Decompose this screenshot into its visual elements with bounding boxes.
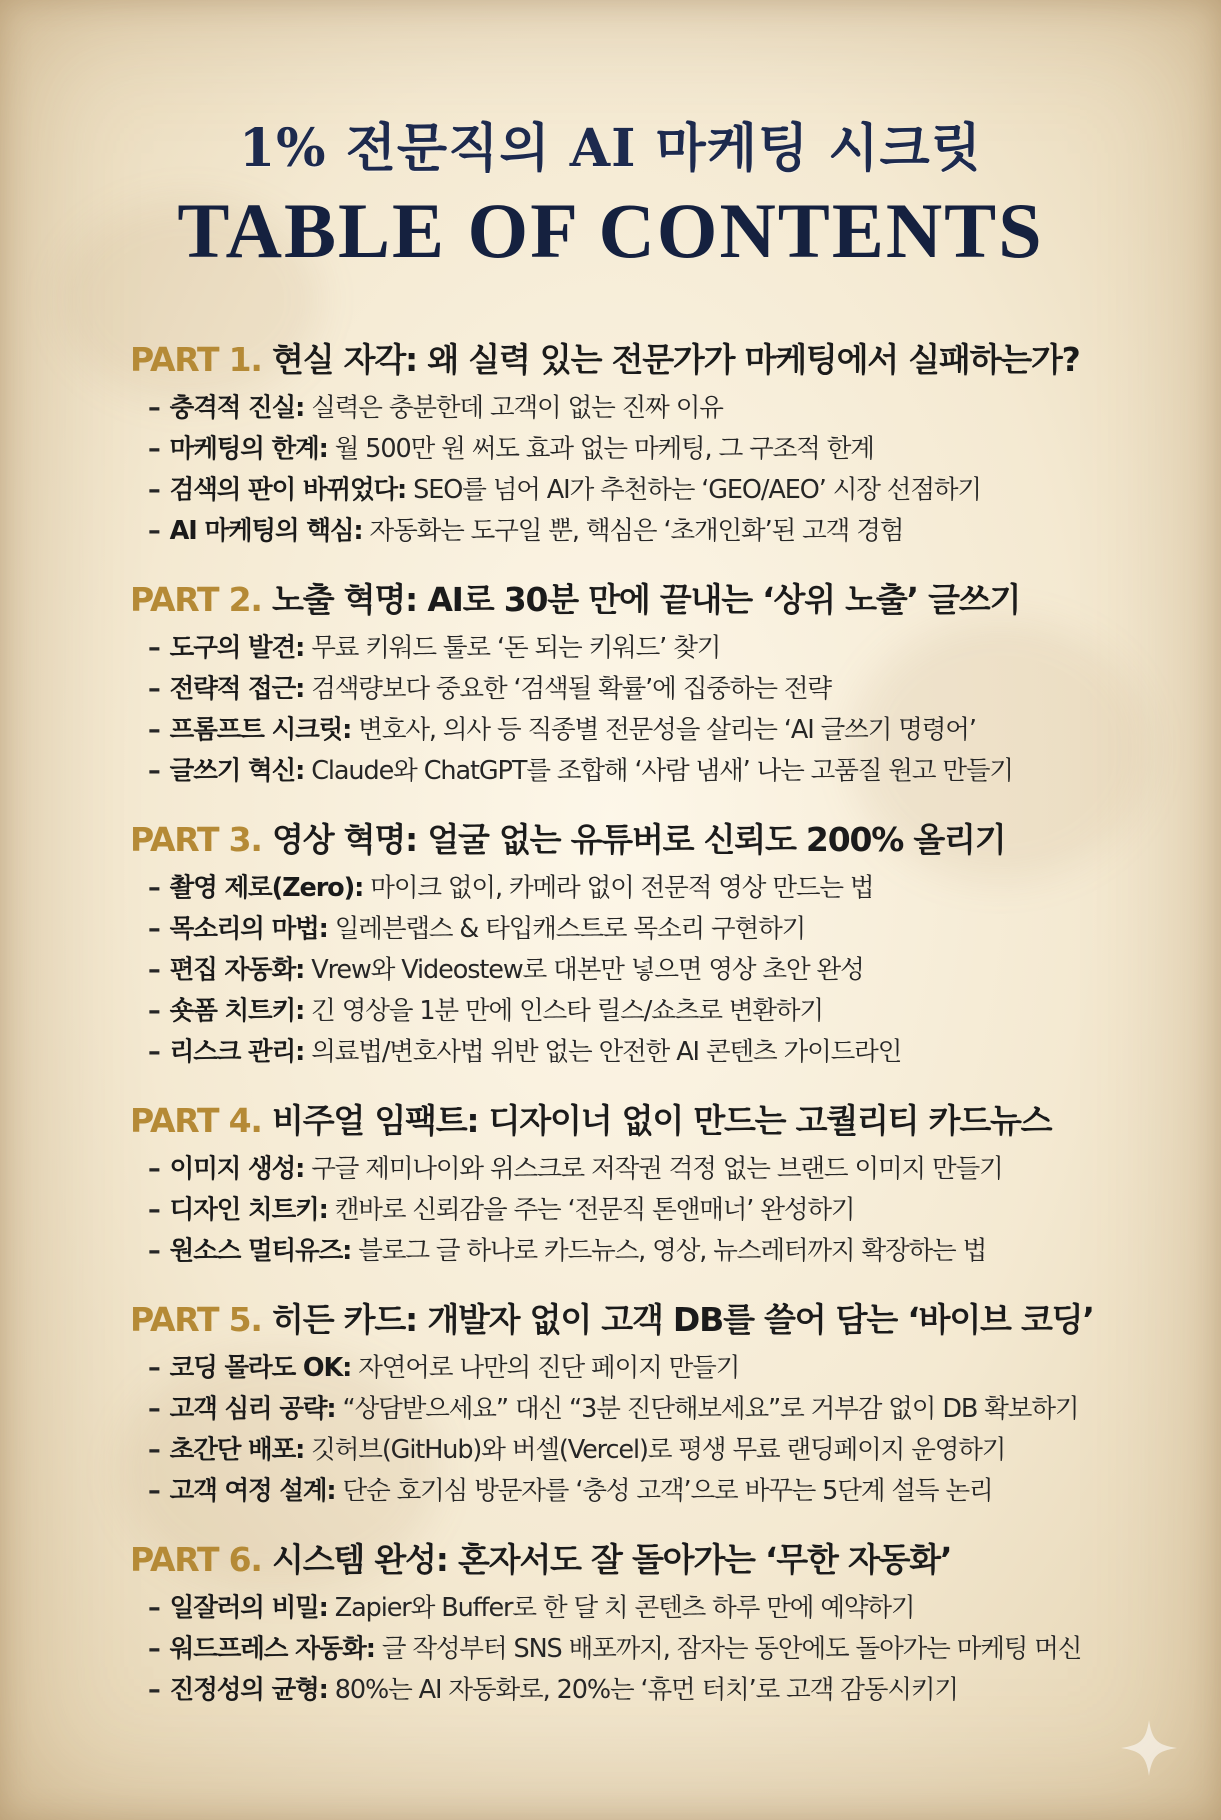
dash-bullet: – bbox=[148, 393, 160, 423]
dash-bullet: – bbox=[148, 873, 160, 903]
dash-bullet: – bbox=[148, 1353, 160, 1383]
part-title: 노출 혁명: AI로 30분 만에 끝내는 ‘상위 노출’ 글쓰기 bbox=[272, 580, 1021, 619]
dash-bullet: – bbox=[148, 996, 160, 1026]
item-lead: 진정성의 균형: bbox=[169, 1675, 328, 1705]
part-number: PART 5. bbox=[130, 1300, 262, 1339]
list-item bbox=[148, 470, 1170, 511]
item-description: 변호사, 의사 등 직종별 전문성을 살리는 ‘AI 글쓰기 명령어’ bbox=[358, 715, 976, 745]
item-description: 80%는 AI 자동화로, 20%는 ‘휴먼 터치’로 고객 감동시키기 bbox=[334, 1675, 958, 1705]
item-lead: AI 마케팅의 핵심: bbox=[169, 516, 363, 546]
item-lead: 고객 여정 설계: bbox=[169, 1476, 336, 1506]
item-description: Claude와 ChatGPT를 조합해 ‘사람 냄새’ 나는 고품질 원고 만들기 bbox=[311, 756, 1013, 786]
dash-bullet: – bbox=[148, 674, 160, 704]
section-spacer bbox=[130, 1512, 1170, 1532]
dash-bullet: – bbox=[148, 1593, 160, 1623]
list-item bbox=[148, 991, 1170, 1032]
sparkle-icon bbox=[1117, 1716, 1181, 1780]
item-lead: 전략적 접근: bbox=[169, 674, 305, 704]
list-item bbox=[148, 1231, 1170, 1272]
list-item bbox=[148, 1389, 1170, 1430]
item-description: SEO를 넘어 AI가 추천하는 ‘GEO/AEO’ 시장 선점하기 bbox=[413, 475, 981, 505]
part-title: 현실 자각: 왜 실력 있는 전문가가 마케팅에서 실패하는가? bbox=[272, 340, 1080, 379]
list-item bbox=[148, 751, 1170, 792]
item-lead: 원소스 멀티유즈: bbox=[169, 1236, 352, 1266]
dash-bullet: – bbox=[148, 633, 160, 663]
list-item bbox=[148, 1588, 1170, 1629]
book-title: 1% 전문직의 AI 마케팅 시크릿 bbox=[239, 118, 982, 179]
dash-bullet: – bbox=[148, 1154, 160, 1184]
dash-bullet: – bbox=[148, 1435, 160, 1465]
list-item bbox=[148, 1471, 1170, 1512]
part-heading bbox=[130, 812, 1170, 868]
item-description: 단순 호기심 방문자를 ‘충성 고객’으로 바꾸는 5단계 설득 논리 bbox=[342, 1476, 993, 1506]
dash-bullet: – bbox=[148, 1634, 160, 1664]
item-lead: 프롬프트 시크릿: bbox=[169, 715, 352, 745]
item-lead: 글쓰기 혁신: bbox=[169, 756, 305, 786]
item-description: 캔바로 신뢰감을 주는 ‘전문직 톤앤매너’ 완성하기 bbox=[334, 1195, 855, 1225]
list-item bbox=[148, 1670, 1170, 1711]
part-heading bbox=[130, 1532, 1170, 1588]
item-lead: 일잘러의 비밀: bbox=[169, 1593, 328, 1623]
item-description: 긴 영상을 1분 만에 인스타 릴스/쇼츠로 변환하기 bbox=[311, 996, 823, 1026]
part-item-list bbox=[130, 1149, 1170, 1272]
part-item-list bbox=[130, 388, 1170, 552]
item-description: 실력은 충분한데 고객이 없는 진짜 이유 bbox=[311, 393, 723, 423]
item-description: 자동화는 도구일 뿐, 핵심은 ‘초개인화’된 고객 경험 bbox=[369, 516, 904, 546]
list-item bbox=[148, 1190, 1170, 1231]
dash-bullet: – bbox=[148, 1037, 160, 1067]
item-lead: 고객 심리 공략: bbox=[169, 1394, 336, 1424]
item-lead: 도구의 발견: bbox=[169, 633, 305, 663]
section-spacer bbox=[130, 552, 1170, 572]
item-lead: 초간단 배포: bbox=[169, 1435, 305, 1465]
list-item bbox=[148, 1348, 1170, 1389]
toc-part bbox=[130, 1292, 1170, 1512]
dash-bullet: – bbox=[148, 955, 160, 985]
item-description: “상담받으세요” 대신 “3분 진단해보세요”로 거부감 없이 DB 확보하기 bbox=[342, 1394, 1079, 1424]
list-item bbox=[148, 628, 1170, 669]
item-description: 마이크 없이, 카메라 없이 전문적 영상 만드는 법 bbox=[370, 873, 874, 903]
item-description: 블로그 글 하나로 카드뉴스, 영상, 뉴스레터까지 확장하는 법 bbox=[358, 1236, 987, 1266]
item-lead: 검색의 판이 바뀌었다: bbox=[169, 475, 407, 505]
table-of-contents bbox=[130, 332, 1170, 1711]
item-description: 글 작성부터 SNS 배포까지, 잠자는 동안에도 돌아가는 마케팅 머신 bbox=[381, 1634, 1082, 1664]
list-item bbox=[148, 1032, 1170, 1073]
toc-part bbox=[130, 572, 1170, 792]
dash-bullet: – bbox=[148, 1195, 160, 1225]
list-item bbox=[148, 511, 1170, 552]
dash-bullet: – bbox=[148, 756, 160, 786]
section-spacer bbox=[130, 1073, 1170, 1093]
list-item bbox=[148, 1629, 1170, 1670]
list-item bbox=[148, 429, 1170, 470]
part-title: 영상 혁명: 얼굴 없는 유튜버로 신뢰도 200% 올리기 bbox=[272, 820, 1006, 859]
item-description: 깃허브(GitHub)와 버셀(Vercel)로 평생 무료 랜딩페이지 운영하기 bbox=[311, 1435, 1006, 1465]
list-item bbox=[148, 909, 1170, 950]
toc-heading: TABLE OF CONTENTS bbox=[177, 187, 1044, 275]
section-spacer bbox=[130, 792, 1170, 812]
section-spacer bbox=[130, 1272, 1170, 1292]
item-lead: 마케팅의 한계: bbox=[169, 434, 328, 464]
part-heading bbox=[130, 1093, 1170, 1149]
item-description: 일레븐랩스 & 타입캐스트로 목소리 구현하기 bbox=[334, 914, 806, 944]
part-number: PART 2. bbox=[130, 580, 262, 619]
dash-bullet: – bbox=[148, 434, 160, 464]
dash-bullet: – bbox=[148, 715, 160, 745]
dash-bullet: – bbox=[148, 914, 160, 944]
toc-part bbox=[130, 1532, 1170, 1711]
part-item-list bbox=[130, 868, 1170, 1073]
item-description: 검색량보다 중요한 ‘검색될 확률’에 집중하는 전략 bbox=[311, 674, 831, 704]
item-description: Zapier와 Buffer로 한 달 치 콘텐츠 하루 만에 예약하기 bbox=[334, 1593, 915, 1623]
dash-bullet: – bbox=[148, 1675, 160, 1705]
item-lead: 목소리의 마법: bbox=[169, 914, 328, 944]
item-lead: 디자인 치트키: bbox=[169, 1195, 328, 1225]
list-item bbox=[148, 388, 1170, 429]
dash-bullet: – bbox=[148, 516, 160, 546]
dash-bullet: – bbox=[148, 1394, 160, 1424]
page-header bbox=[0, 118, 1221, 274]
dash-bullet: – bbox=[148, 1476, 160, 1506]
item-lead: 숏폼 치트키: bbox=[169, 996, 305, 1026]
item-lead: 충격적 진실: bbox=[169, 393, 305, 423]
item-description: 무료 키워드 툴로 ‘돈 되는 키워드’ 찾기 bbox=[311, 633, 721, 663]
list-item bbox=[148, 1430, 1170, 1471]
item-lead: 리스크 관리: bbox=[169, 1037, 305, 1067]
item-lead: 촬영 제로(Zero): bbox=[169, 873, 364, 903]
item-description: 자연어로 나만의 진단 페이지 만들기 bbox=[358, 1353, 740, 1383]
part-heading bbox=[130, 332, 1170, 388]
list-item bbox=[148, 1149, 1170, 1190]
part-number: PART 1. bbox=[130, 340, 262, 379]
part-number: PART 6. bbox=[130, 1540, 262, 1579]
part-number: PART 3. bbox=[130, 820, 262, 859]
dash-bullet: – bbox=[148, 475, 160, 505]
part-item-list bbox=[130, 1348, 1170, 1512]
dash-bullet: – bbox=[148, 1236, 160, 1266]
toc-part bbox=[130, 1093, 1170, 1272]
toc-part bbox=[130, 332, 1170, 552]
toc-part bbox=[130, 812, 1170, 1073]
list-item bbox=[148, 669, 1170, 710]
list-item bbox=[148, 710, 1170, 751]
part-item-list bbox=[130, 628, 1170, 792]
item-lead: 편집 자동화: bbox=[169, 955, 305, 985]
list-item bbox=[148, 868, 1170, 909]
item-lead: 코딩 몰라도 OK: bbox=[169, 1353, 352, 1383]
part-heading bbox=[130, 1292, 1170, 1348]
part-number: PART 4. bbox=[130, 1101, 262, 1140]
list-item bbox=[148, 950, 1170, 991]
item-lead: 워드프레스 자동화: bbox=[169, 1634, 375, 1664]
item-lead: 이미지 생성: bbox=[169, 1154, 305, 1184]
item-description: 월 500만 원 써도 효과 없는 마케팅, 그 구조적 한계 bbox=[334, 434, 874, 464]
part-title: 히든 카드: 개발자 없이 고객 DB를 쓸어 담는 ‘바이브 코딩’ bbox=[272, 1300, 1094, 1339]
part-title: 시스템 완성: 혼자서도 잘 돌아가는 ‘무한 자동화’ bbox=[272, 1540, 952, 1579]
item-description: Vrew와 Videostew로 대본만 넣으면 영상 초안 완성 bbox=[311, 955, 864, 985]
item-description: 의료법/변호사법 위반 없는 안전한 AI 콘텐츠 가이드라인 bbox=[311, 1037, 902, 1067]
part-item-list bbox=[130, 1588, 1170, 1711]
part-heading bbox=[130, 572, 1170, 628]
item-description: 구글 제미나이와 위스크로 저작권 걱정 없는 브랜드 이미지 만들기 bbox=[311, 1154, 1003, 1184]
part-title: 비주얼 임팩트: 디자이너 없이 만드는 고퀄리티 카드뉴스 bbox=[272, 1101, 1052, 1140]
